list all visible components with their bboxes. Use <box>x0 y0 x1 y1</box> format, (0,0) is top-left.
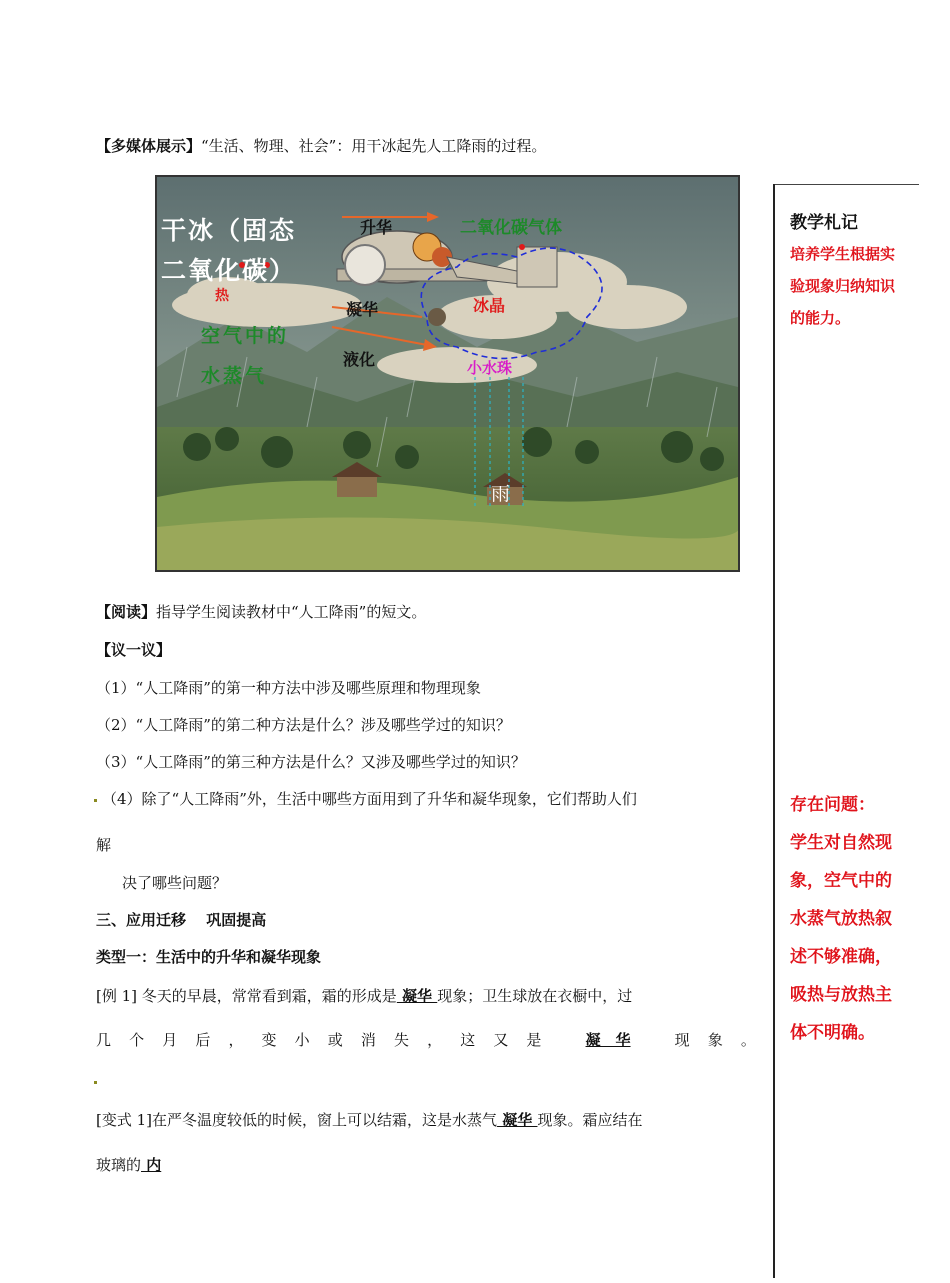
ice-crystal-label: 冰晶 <box>473 296 506 315</box>
discuss-question-1: （1）“人工降雨”的第一种方法中涉及哪些原理和物理现象 <box>96 679 481 697</box>
discuss-question-3: （3）“人工降雨”的第三种方法是什么？又涉及哪些学过的知识？ <box>96 753 526 771</box>
example-1-word: 是 <box>526 1031 542 1049</box>
discuss-question-4-cont2: 决了哪些问题？ <box>122 874 228 892</box>
vapor-label-1: 空气中的 <box>201 325 290 347</box>
side-problem-title: 存在问题： <box>790 795 875 815</box>
variant-1-answer-1: 凝华 <box>497 1111 538 1129</box>
reading-line <box>96 602 426 622</box>
discuss-label: 【议一议】 <box>96 641 172 659</box>
example-1-line-2 <box>96 1029 756 1050</box>
reading-label: 【阅读】 <box>96 603 157 621</box>
variant-1-label: [变式 1] <box>96 1111 153 1129</box>
side-problem-line: 吸热与放热主 <box>790 985 892 1005</box>
example-1-word: ， <box>427 1031 443 1049</box>
example-1-word: 几 <box>96 1031 112 1049</box>
side-column-top-border <box>773 184 919 185</box>
side-problem-line: 学生对自然现 <box>790 833 892 853</box>
side-problem-line: 述不够准确， <box>790 947 892 967</box>
side-column-border <box>773 184 775 1278</box>
example-1-answer-2: 凝 华 <box>585 1031 631 1049</box>
variant-1-line-1 <box>96 1110 643 1130</box>
side-note-line: 的能力。 <box>790 309 851 327</box>
side-problem-line: 体不明确。 <box>790 1023 875 1043</box>
side-notes-title: 教学札记 <box>790 213 858 233</box>
side-problem-line: 象，空气中的 <box>790 871 892 891</box>
side-note-line: 培养学生根据实 <box>790 245 896 263</box>
example-1-word: 现 <box>674 1031 690 1049</box>
variant-1-text-a: 在严冬温度较低的时候，窗上可以结霜，这是水蒸气 <box>152 1111 498 1129</box>
example-1-word: 个 <box>129 1031 145 1049</box>
example-1-word: 月 <box>162 1031 178 1049</box>
discuss-question-2: （2）“人工降雨”的第二种方法是什么？涉及哪些学过的知识？ <box>96 716 511 734</box>
example-1-label: [例 1] <box>96 987 138 1005</box>
deposition-label: 凝华 <box>346 300 379 319</box>
side-problem <box>790 786 920 1052</box>
type-1-title: 类型一：生活中的升华和凝华现象 <box>96 948 322 966</box>
example-1-text-a: 冬天的早晨，常常看到霜，霜的形成是 <box>137 987 397 1005</box>
vapor-label-2: 水蒸气 <box>201 365 268 387</box>
discuss-question-4-cont1: 解 <box>96 836 112 854</box>
example-1-word: 这 <box>460 1031 476 1049</box>
example-1-line-1 <box>96 986 632 1006</box>
multimedia-label: 【多媒体展示】 <box>96 137 202 155</box>
variant-1-text-b: 现象。霜应结在 <box>537 1111 643 1129</box>
example-1-word: 小 <box>294 1031 310 1049</box>
example-1-word: 。 <box>740 1031 756 1049</box>
example-1-word: 失 <box>393 1031 409 1049</box>
co2-gas-label: 二氧化碳气体 <box>460 218 562 238</box>
liquefaction-label: 液化 <box>343 350 376 369</box>
example-1-word: 消 <box>360 1031 376 1049</box>
example-1-word: 变 <box>261 1031 277 1049</box>
dry-ice-label-2: 二氧化碳） <box>161 256 297 285</box>
rain-process-figure <box>155 175 740 572</box>
example-1-word: 象 <box>707 1031 723 1049</box>
margin-mark <box>94 799 97 802</box>
dry-ice-label-1: 干冰（固态 <box>161 216 297 245</box>
side-note-line: 验现象归纳知识 <box>790 277 896 295</box>
multimedia-text: “生活、物理、社会”：用干冰起先人工降雨的过程。 <box>201 137 547 155</box>
side-note <box>790 238 920 334</box>
example-1-answer-1: 凝华 <box>396 987 438 1005</box>
example-1-text-b: 现象；卫生球放在衣橱中，过 <box>437 987 633 1005</box>
side-problem-line: 水蒸气放热叙 <box>790 909 892 929</box>
variant-1-line-2 <box>96 1155 161 1175</box>
example-1-word: 后 <box>195 1031 211 1049</box>
margin-mark <box>94 1081 97 1084</box>
example-1-word: 又 <box>493 1031 509 1049</box>
variant-1-answer-2: 内 <box>141 1156 162 1174</box>
rain-label: 雨 <box>491 483 511 505</box>
example-1-word: ， <box>228 1031 244 1049</box>
reading-text: 指导学生阅读教材中“人工降雨”的短文。 <box>156 603 427 621</box>
discuss-question-4: （4）除了“人工降雨”外，生活中哪些方面用到了升华和凝华现象，它们帮助人们 <box>102 790 637 808</box>
section-3-title: 三、应用迁移 巩固提高 <box>96 911 267 929</box>
multimedia-line <box>96 136 546 156</box>
water-drops-label: 小水珠 <box>467 359 513 377</box>
example-1-word: 或 <box>327 1031 343 1049</box>
variant-1-text-c: 玻璃的 <box>96 1156 142 1174</box>
heat-label: 热 <box>215 288 229 304</box>
sublimation-label: 升华 <box>360 218 393 237</box>
